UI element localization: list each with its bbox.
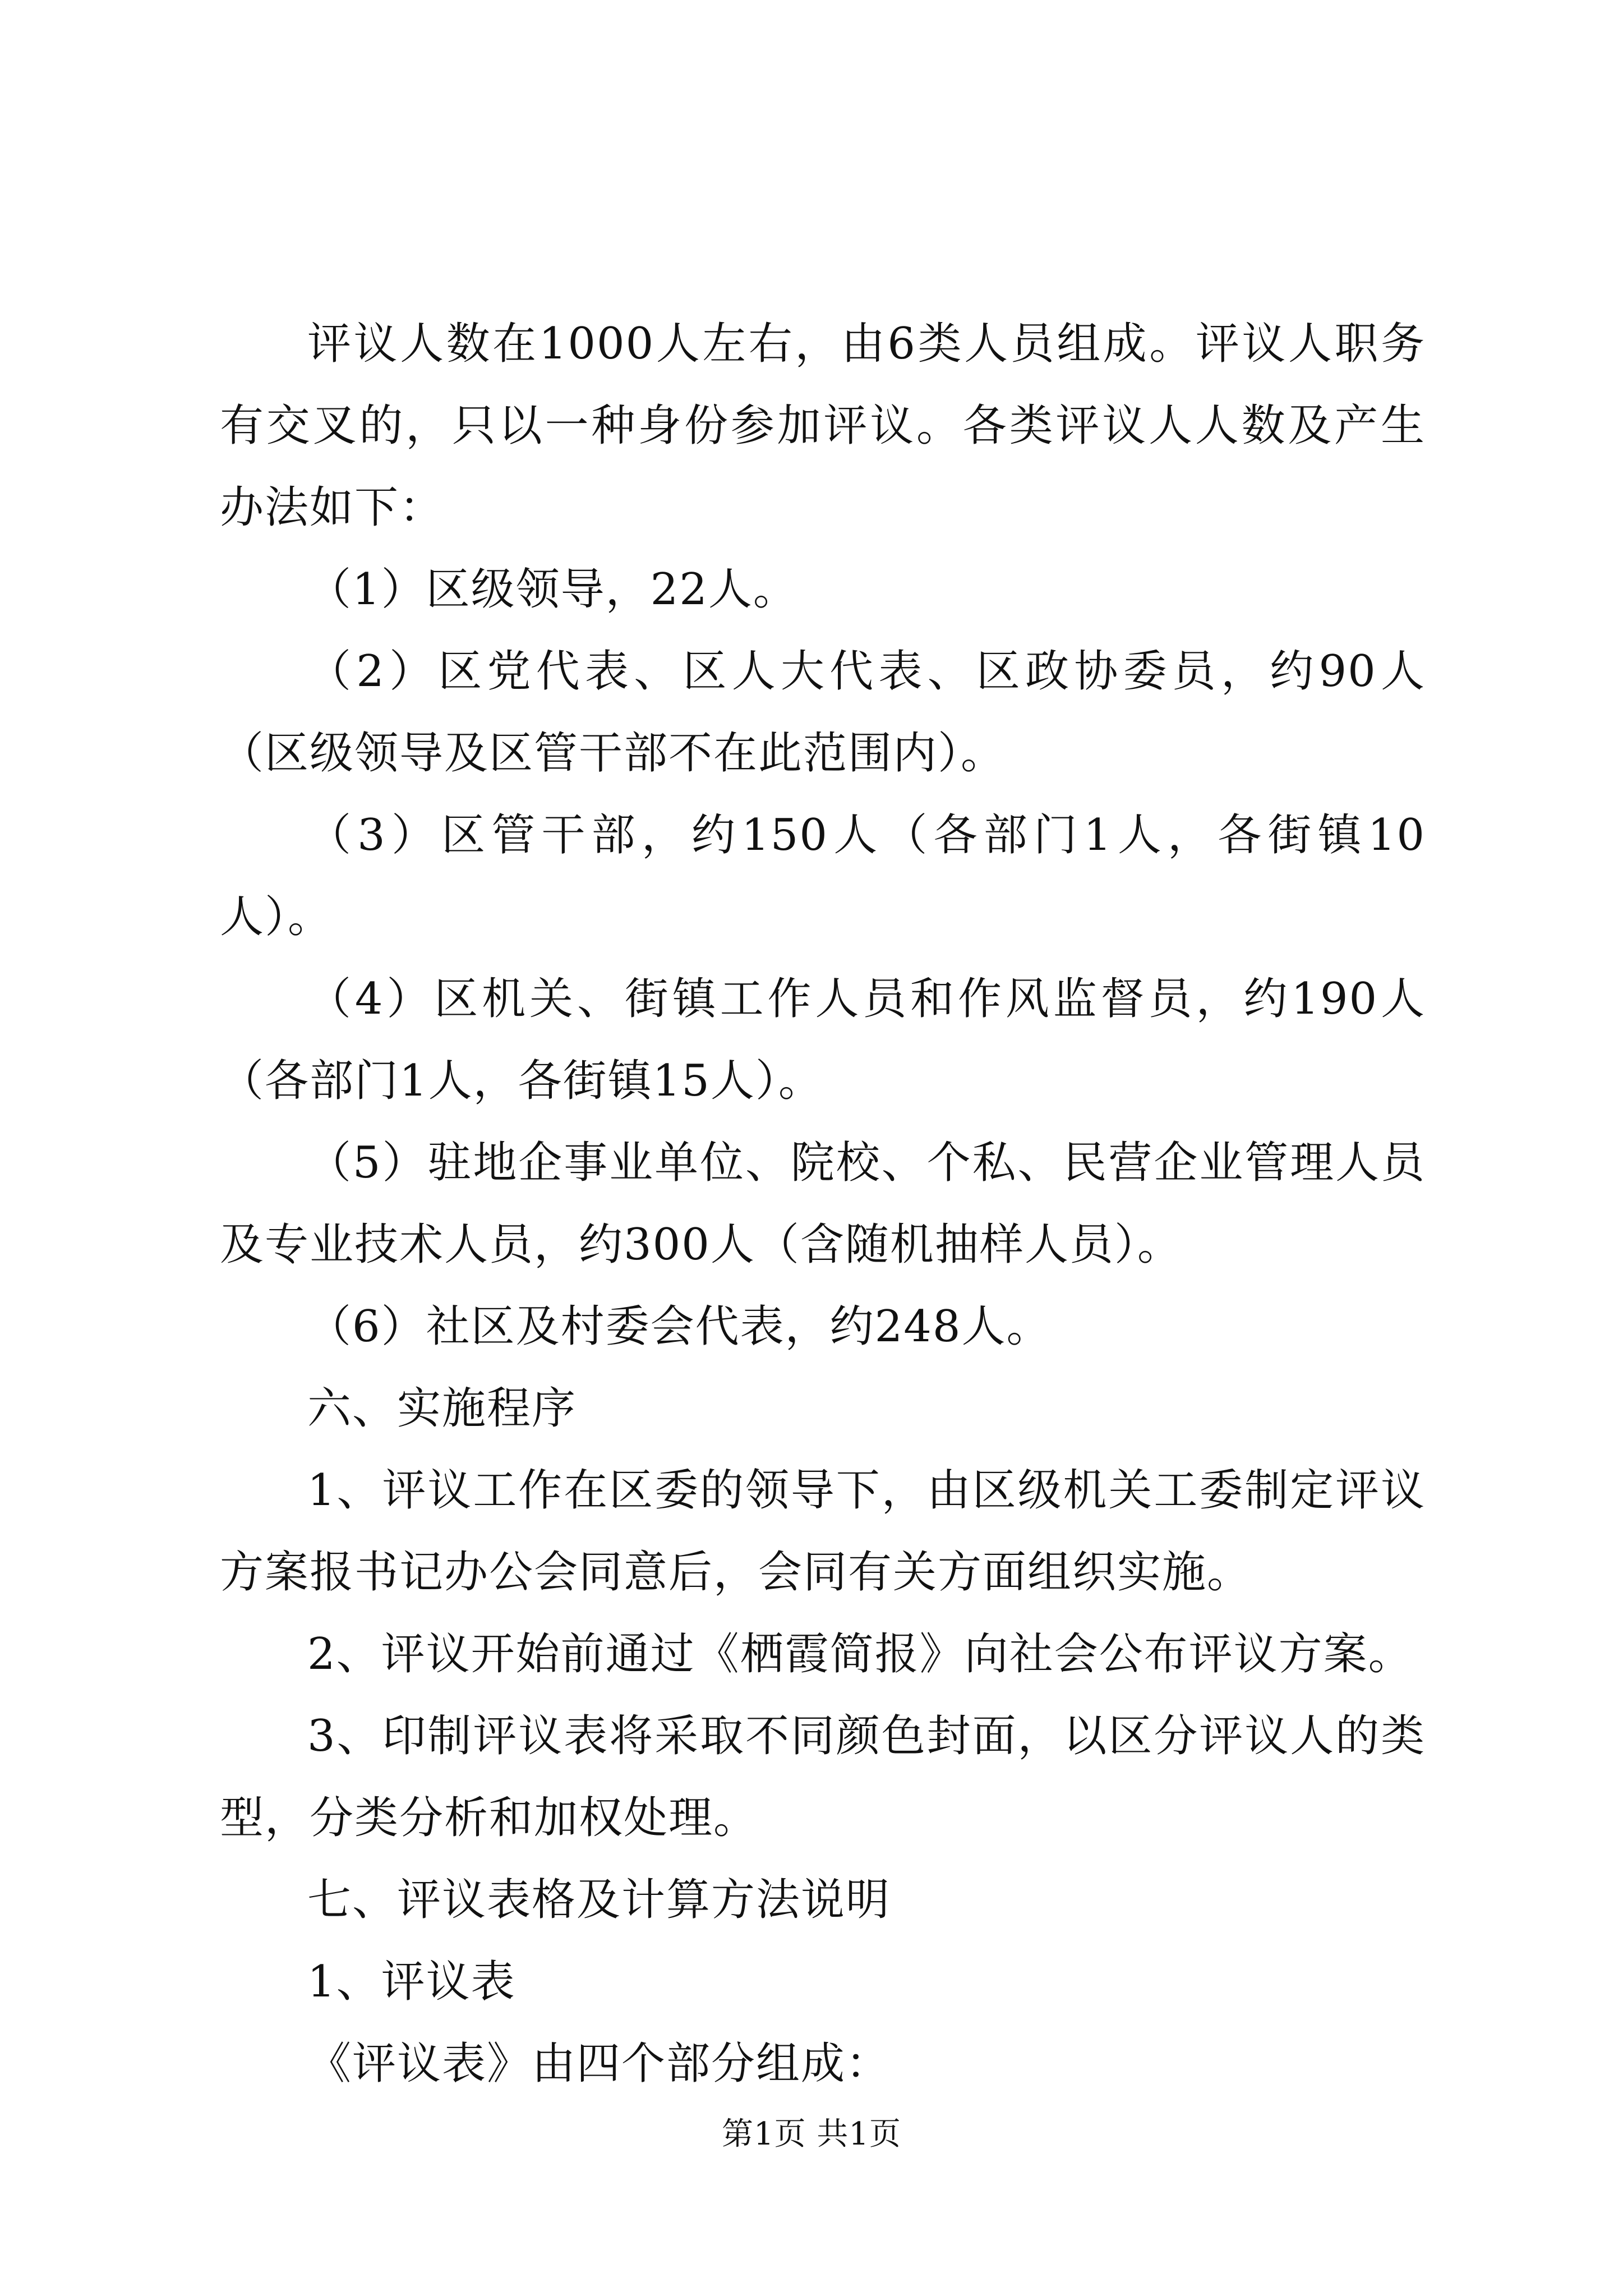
paragraph-procedure-2: 2、评议开始前通过《栖霞简报》向社会公布评议方案。 [307,1629,1413,1680]
paragraph-item-3: （3）区管干部，约150人（各部门1人，各街镇10人）。 [220,810,1426,942]
paragraph-form-parts: 《评议表》由四个部分组成： [307,2039,891,2089]
paragraph-procedure-3: 3、印制评议表将采取不同颜色封面，以区分评议人的类型，分类分析和加权处理。 [220,1711,1426,1843]
paragraph-item-1: （1）区级领导，22人。 [307,564,798,615]
paragraph-item-4: （4）区机关、街镇工作人员和作风监督员，约190人（各部门1人，各街镇15人）。 [220,974,1426,1106]
section-heading-forms: 七、评议表格及计算方法说明 [307,1875,891,1925]
paragraph-item-5: （5）驻地企事业单位、院校、个私、民营企业管理人员及专业技术人员，约300人（含随机抽样人员）。 [220,1138,1426,1270]
page-footer: 第1页 共1页 [721,2116,902,2152]
subheading-evaluation-form: 1、评议表 [307,1957,516,2007]
paragraph-procedure-1: 1、评议工作在区委的领导下，由区级机关工委制定评议方案报书记办公会同意后，会同有关方面组织实施。 [220,1465,1426,1598]
paragraph-item-6: （6）社区及村委会代表，约248人。 [307,1301,1052,1352]
paragraph-item-2: （2）区党代表、区人大代表、区政协委员，约90人（区级领导及区管干部不在此范围内）。 [220,646,1426,779]
section-heading-procedure: 六、实施程序 [307,1383,577,1434]
document-body [220,303,1426,2105]
paragraph-evaluator-count: 评议人数在1000人左右，由6类人员组成。评议人职务有交叉的，只以一种身份参加评议。各类评议人人数及产生办法如下： [220,319,1426,533]
